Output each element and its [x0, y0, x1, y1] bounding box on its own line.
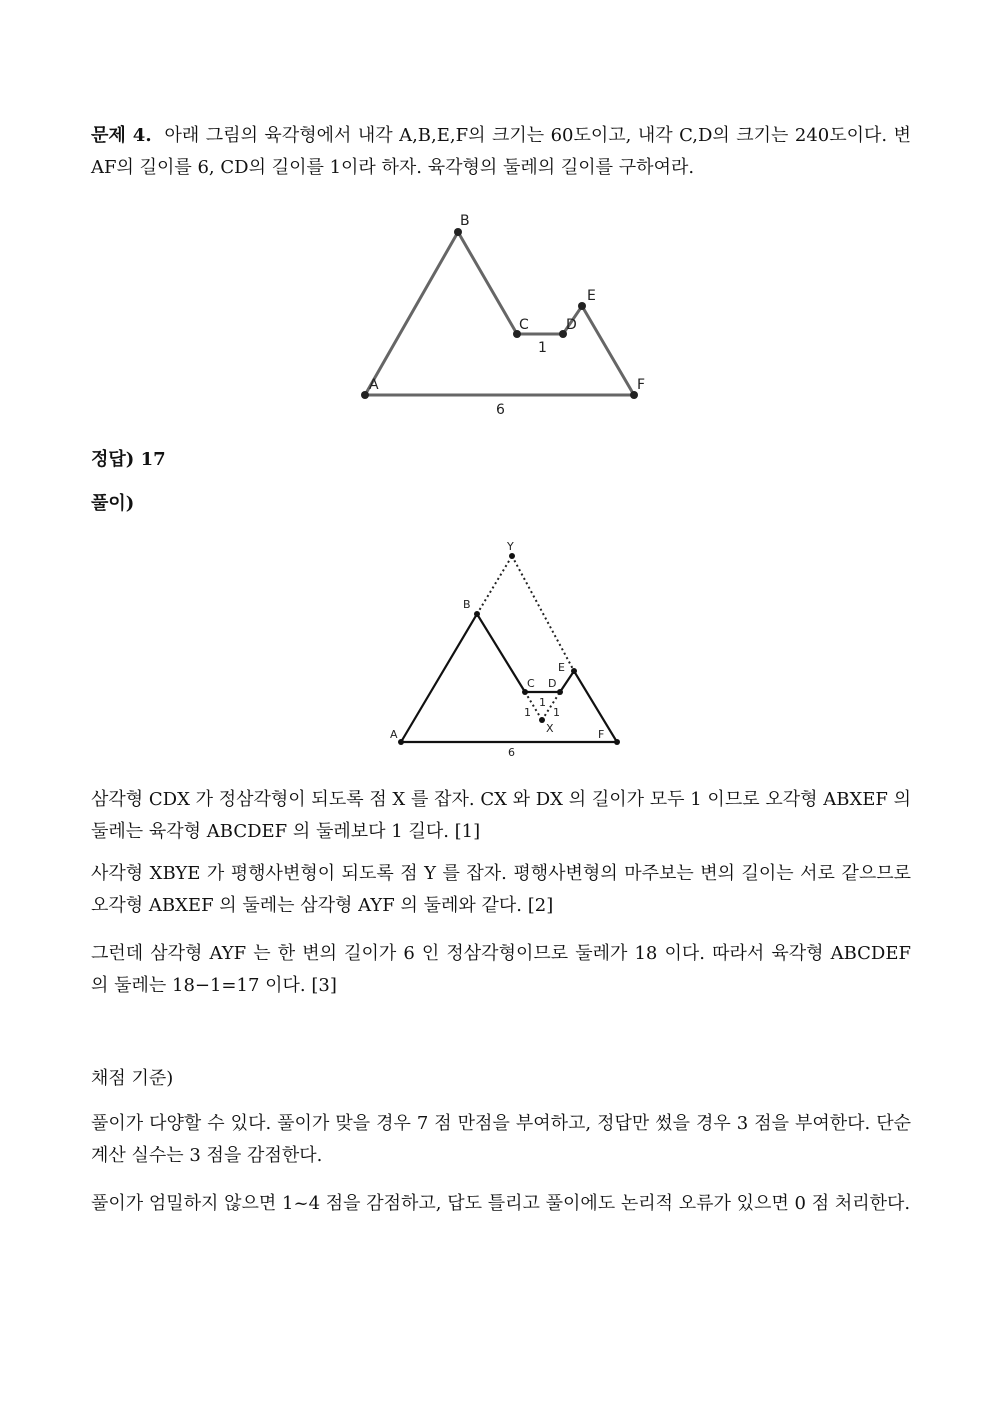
point-a-2	[398, 739, 404, 745]
label-e-2: E	[558, 661, 565, 674]
problem-statement	[91, 120, 911, 184]
point-x	[539, 717, 545, 723]
length-cd-2: 1	[539, 696, 546, 709]
label-c: C	[519, 317, 529, 333]
point-e-2	[571, 668, 577, 674]
dotted-y-e	[512, 556, 574, 671]
length-dx: 1	[553, 706, 560, 719]
label-d: D	[566, 317, 577, 333]
label-f-2: F	[598, 728, 605, 741]
label-d-2: D	[548, 677, 557, 690]
solution-paragraph-2: 사각형 XBYE 가 평행사변형이 되도록 점 Y 를 잡자. 평행사변형의 마주보는 변의 길이는 서로 같으므로 오각형 ABXEF 의 둘레는 삼각형 AYF 의 둘레와 같다. [2]	[91, 863, 911, 916]
label-b-2: B	[463, 598, 471, 611]
point-f-2	[614, 739, 620, 745]
label-a: A	[369, 377, 379, 393]
answer-value: 17	[140, 449, 166, 470]
answer-label: 정답)	[91, 449, 135, 470]
problem-label: 문제 4.	[91, 125, 152, 146]
label-f: F	[637, 377, 646, 393]
solution-paragraph-1: 삼각형 CDX 가 정삼각형이 되도록 점 X 를 잡자. CX 와 DX 의 길이가 모두 1 이므로 오각형 ABXEF 의 둘레는 육각형 ABCDEF 의 둘레보다 1 길다. [1]	[91, 789, 911, 842]
point-b-2	[474, 611, 480, 617]
grading-item-2: 풀이가 엄밀하지 않으면 1~4 점을 감점하고, 답도 틀리고 풀이에도 논리적 오류가 있으면 0 점 처리한다.	[91, 1193, 911, 1214]
label-y: Y	[507, 540, 514, 553]
hexagon-outline	[365, 232, 634, 395]
hexagon-figure	[340, 205, 670, 430]
point-y	[509, 553, 515, 559]
dotted-b-y	[477, 556, 512, 614]
length-af-2: 6	[508, 746, 515, 759]
length-cd: 1	[538, 340, 547, 356]
length-cx: 1	[524, 706, 531, 719]
point-b	[454, 228, 462, 236]
point-d-2	[557, 689, 563, 695]
point-a	[361, 391, 369, 399]
label-x: X	[546, 722, 554, 735]
grading-title: 채점 기준)	[91, 1068, 174, 1089]
label-e: E	[587, 288, 596, 304]
hexagon-outline-2	[401, 614, 617, 742]
label-a-2: A	[390, 728, 398, 741]
answer-line	[91, 444, 911, 476]
construction-figure	[380, 535, 630, 760]
grading-item-1: 풀이가 다양할 수 있다. 풀이가 맞을 경우 7 점 만점을 부여하고, 정답만 썼을 경우 3 점을 부여한다. 단순 계산 실수는 3 점을 감점한다.	[91, 1113, 911, 1166]
label-c-2: C	[527, 677, 535, 690]
point-e	[578, 302, 586, 310]
solution-label: 풀이)	[91, 493, 135, 514]
length-af: 6	[496, 402, 505, 418]
solution-paragraph-3: 그런데 삼각형 AYF 는 한 변의 길이가 6 인 정삼각형이므로 둘레가 18 이다. 따라서 육각형 ABCDEF 의 둘레는 18−1=17 이다. [3]	[91, 943, 911, 996]
label-b: B	[460, 213, 470, 229]
problem-text: 아래 그림의 육각형에서 내각 A,B,E,F의 크기는 60도이고, 내각 C,D의 크기는 240도이다. 변 AF의 길이를 6, CD의 길이를 1이라 하자. 육각형의 둘레의 길이를 구하여라.	[91, 125, 911, 178]
